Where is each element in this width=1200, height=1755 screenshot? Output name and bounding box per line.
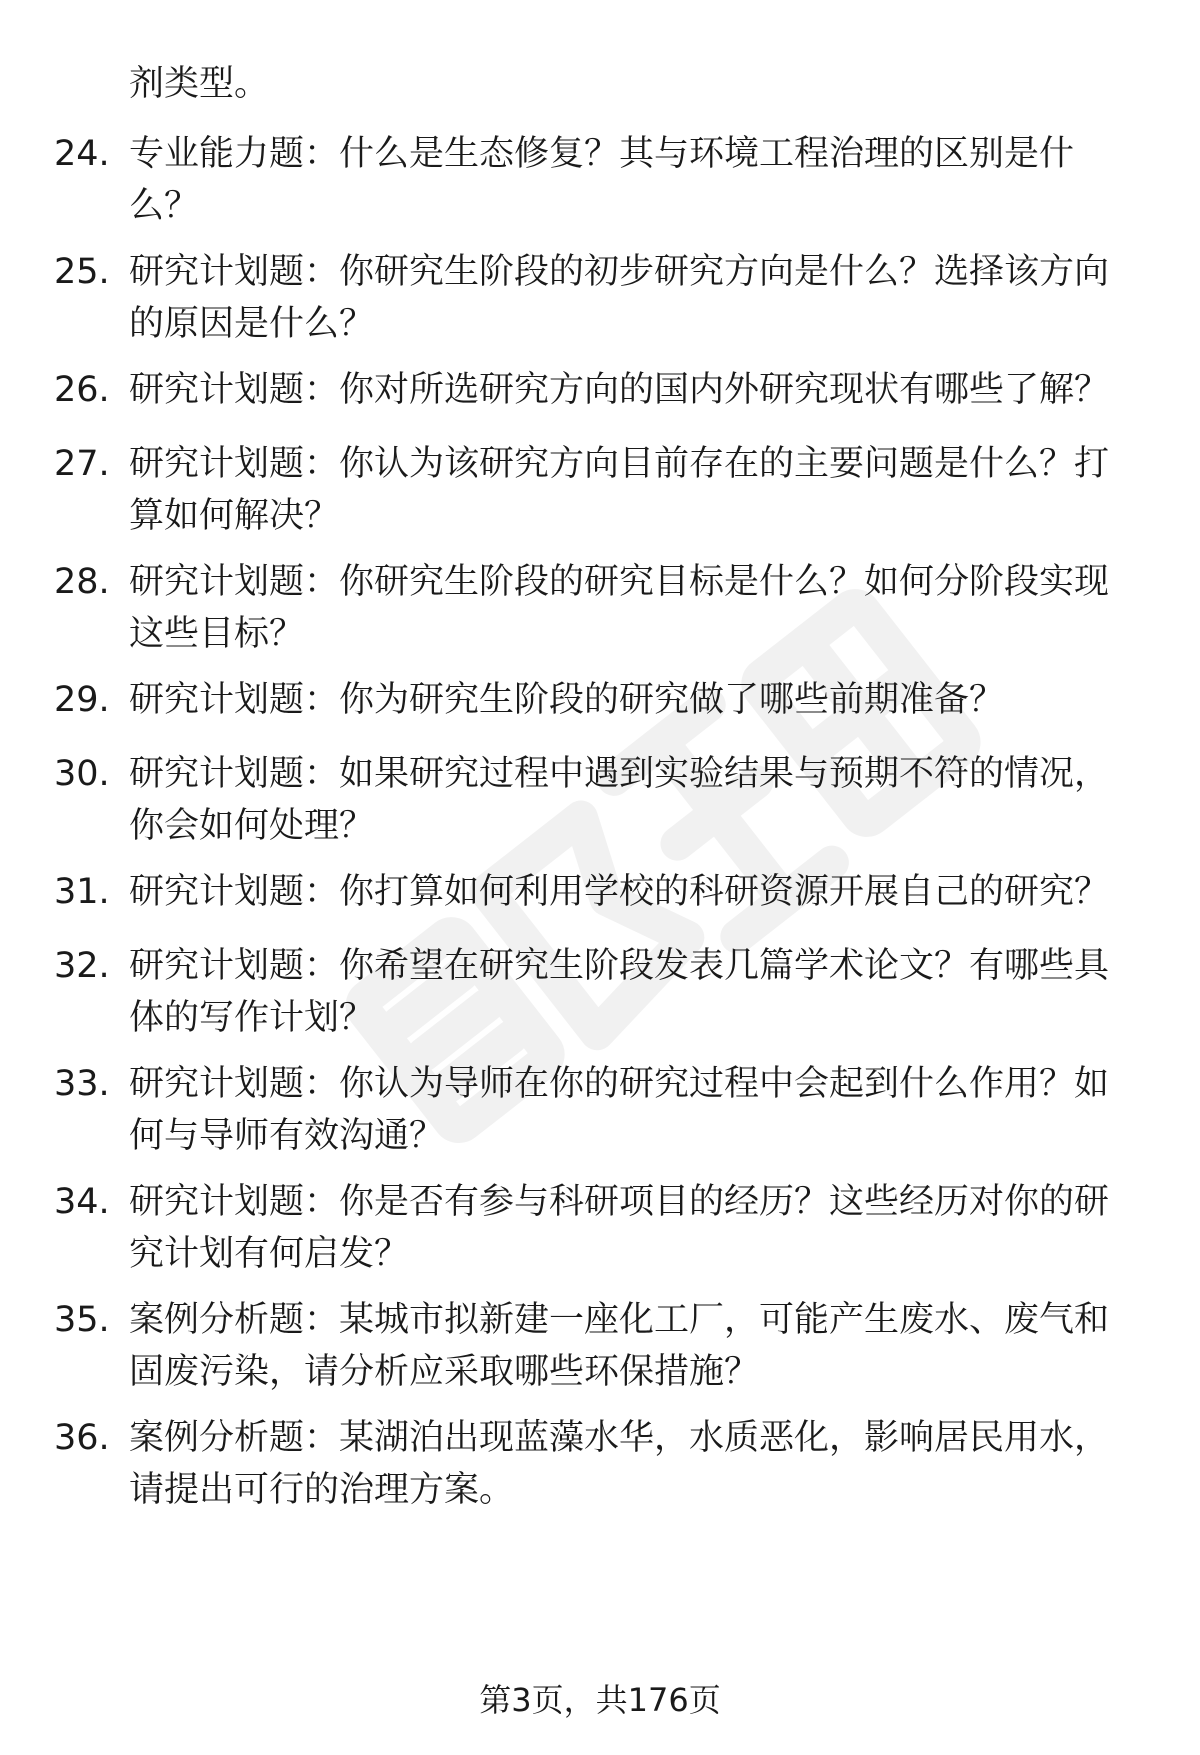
question-text	[129, 866, 1149, 918]
question-line: 么？	[129, 186, 200, 226]
question-line: 研究计划题：你对所选研究方向的国内外研究现状有哪些了解？	[129, 370, 1110, 410]
question-line: 研究计划题：你为研究生阶段的研究做了哪些前期准备？	[129, 680, 1005, 720]
question-item	[54, 1412, 1154, 1516]
question-text	[129, 748, 1149, 852]
question-line: 何与导师有效沟通？	[129, 1116, 445, 1156]
question-line: 你会如何处理？	[129, 806, 375, 846]
question-item	[54, 1058, 1154, 1162]
question-number: 31.	[54, 872, 110, 912]
question-line: 研究计划题：你认为导师在你的研究过程中会起到什么作用？如	[129, 1064, 1110, 1104]
question-line: 算如何解决？	[129, 496, 340, 536]
question-item	[54, 246, 1154, 350]
question-line: 固废污染，请分析应采取哪些环保措施？	[129, 1352, 760, 1392]
question-text	[129, 1294, 1149, 1398]
question-line: 研究计划题：你是否有参与科研项目的经历？这些经历对你的研	[129, 1182, 1110, 1222]
question-number: 32.	[54, 946, 110, 986]
question-number: 24.	[54, 134, 110, 174]
question-item	[54, 940, 1154, 1044]
question-line: 专业能力题：什么是生态修复？其与环境工程治理的区别是什	[129, 134, 1075, 174]
question-number: 25.	[54, 252, 110, 292]
question-line: 体的写作计划？	[129, 998, 375, 1038]
question-text	[129, 364, 1149, 416]
question-line: 请提出可行的治理方案。	[129, 1470, 515, 1510]
question-line: 究计划有何启发？	[129, 1234, 410, 1274]
question-item	[54, 438, 1154, 542]
question-text	[129, 556, 1149, 660]
question-text	[129, 940, 1149, 1044]
question-text	[129, 674, 1149, 726]
question-item	[54, 1176, 1154, 1280]
question-text	[129, 128, 1149, 232]
question-text	[129, 1058, 1149, 1162]
question-item	[54, 674, 1154, 726]
question-line: 的原因是什么？	[129, 304, 375, 344]
question-number: 27.	[54, 444, 110, 484]
question-line: 研究计划题：你打算如何利用学校的科研资源开展自己的研究？	[129, 872, 1110, 912]
question-line: 研究计划题：你认为该研究方向目前存在的主要问题是什么？打	[129, 444, 1110, 484]
question-line: 这些目标？	[129, 614, 305, 654]
question-line: 研究计划题：你研究生阶段的研究目标是什么？如何分阶段实现	[129, 562, 1110, 602]
question-item	[54, 364, 1154, 416]
question-text	[129, 246, 1149, 350]
question-number: 35.	[54, 1300, 110, 1340]
question-text	[129, 1176, 1149, 1280]
question-line: 研究计划题：你希望在研究生阶段发表几篇学术论文？有哪些具	[129, 946, 1110, 986]
question-number: 33.	[54, 1064, 110, 1104]
page-footer: 第3页，共176页	[479, 1681, 721, 1719]
question-line: 研究计划题：你研究生阶段的初步研究方向是什么？选择该方向	[129, 252, 1110, 292]
question-number: 26.	[54, 370, 110, 410]
question-line: 案例分析题：某湖泊出现蓝藻水华，水质恶化，影响居民用水，	[129, 1418, 1110, 1458]
continuation-line: 剂类型。	[129, 64, 270, 104]
question-number: 34.	[54, 1182, 110, 1222]
question-text	[129, 1412, 1149, 1516]
question-number: 28.	[54, 562, 110, 602]
question-number: 36.	[54, 1418, 110, 1458]
question-item	[54, 128, 1154, 232]
question-item	[54, 748, 1154, 852]
question-number: 29.	[54, 680, 110, 720]
question-line: 研究计划题：如果研究过程中遇到实验结果与预期不符的情况，	[129, 754, 1110, 794]
question-number: 30.	[54, 754, 110, 794]
question-item	[54, 1294, 1154, 1398]
question-item	[54, 866, 1154, 918]
question-line: 案例分析题：某城市拟新建一座化工厂，可能产生废水、废气和	[129, 1300, 1110, 1340]
question-item	[54, 556, 1154, 660]
question-text	[129, 438, 1149, 542]
